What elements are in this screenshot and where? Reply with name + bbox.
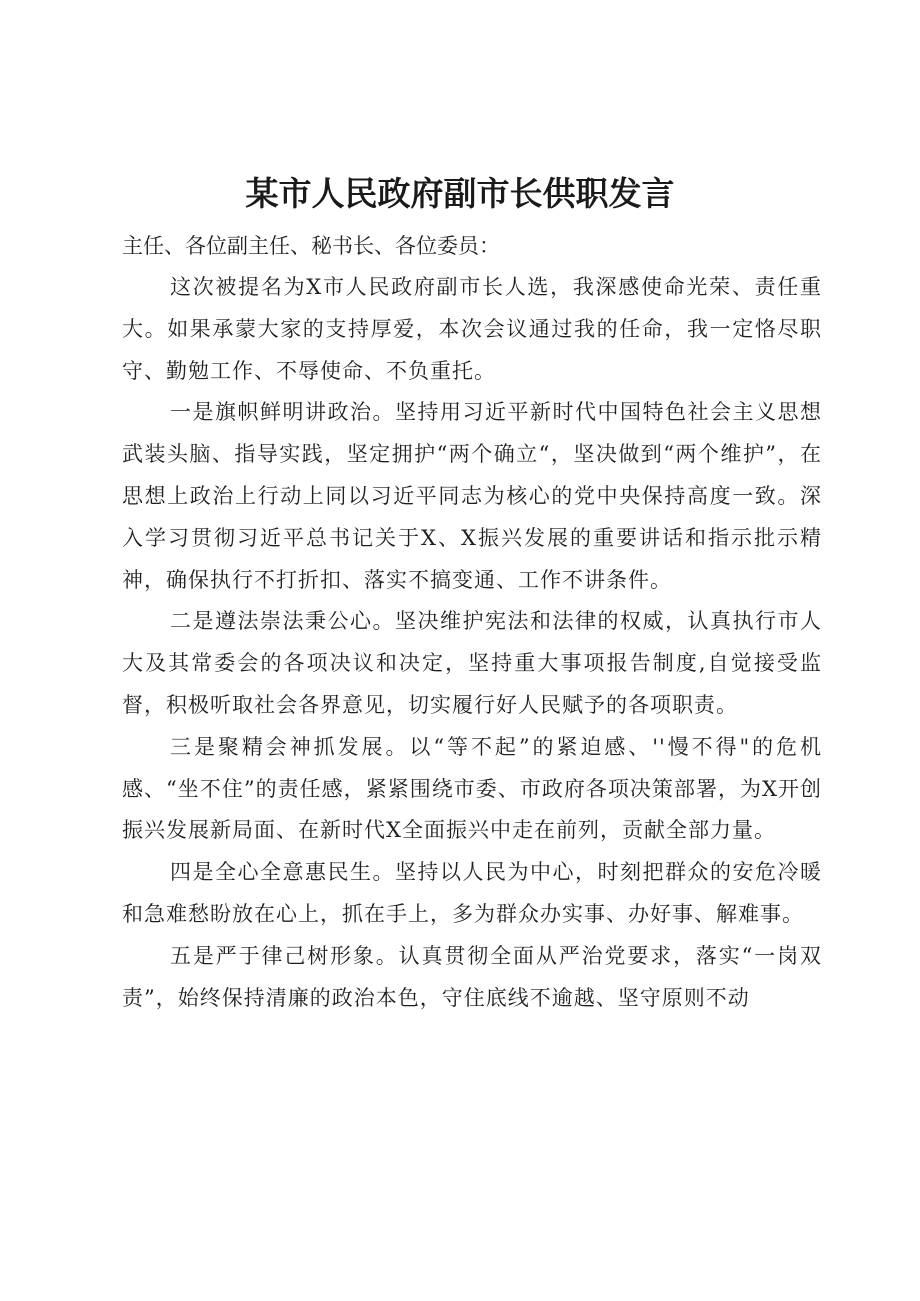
- paragraph-intro: 这次被提名为X市人民政府副市长人选，我深感使命光荣、责任重大。如果承蒙大家的支持厚爱，本次会议通过我的任命，我一定恪尽职守、勤勉工作、不辱使命、不负重托。: [122, 275, 822, 383]
- paragraph-discipline: 五是严于律己树形象。认真贯彻全面从严治党要求，落实“一岗双责”，始终保持清廉的政治本色，守住底线不逾越、坚守原则不动: [122, 943, 822, 1010]
- paragraph-law: 二是遵法崇法秉公心。坚决维护宪法和法律的权威，认真执行市人大及其常委会的各项决议和决定，坚持重大事项报告制度,自觉接受监督，积极听取社会各界意见，切实履行好人民赋予的各项职责。: [122, 609, 822, 717]
- paragraph-politics: 一是旗帜鲜明讲政治。坚持用习近平新时代中国特色社会主义思想武装头脑、指导实践，坚定拥护“两个确立“，坚决做到“两个维护”，在思想上政治上行动上同以习近平同志为核心的党中央保持高度一致。深入学习贯彻习近平总书记关于X、X振兴发展的重要讲话和指示批示精神，确保执行不打折扣、落实不搞变通、工作不讲条件。: [122, 400, 822, 592]
- paragraph-livelihood: 四是全心全意惠民生。坚持以人民为中心，时刻把群众的安危冷暖和急难愁盼放在心上，抓在手上，多为群众办实事、办好事、解难事。: [122, 860, 822, 926]
- document-body: [122, 226, 822, 1019]
- document-title: 某市人民政府副市长供职发言: [245, 174, 675, 213]
- salutation: 主任、各位副主任、秘书长、各位委员：: [122, 234, 500, 258]
- paragraph-development: 三是聚精会神抓发展。以“等不起”的紧迫感、''慢不得"的危机感、“坐不住”的责任感，紧紧围绕市委、市政府各项决策部署，为X开创振兴发展新局面、在新时代X全面振兴中走在前列，贡献全部力量。: [122, 734, 822, 843]
